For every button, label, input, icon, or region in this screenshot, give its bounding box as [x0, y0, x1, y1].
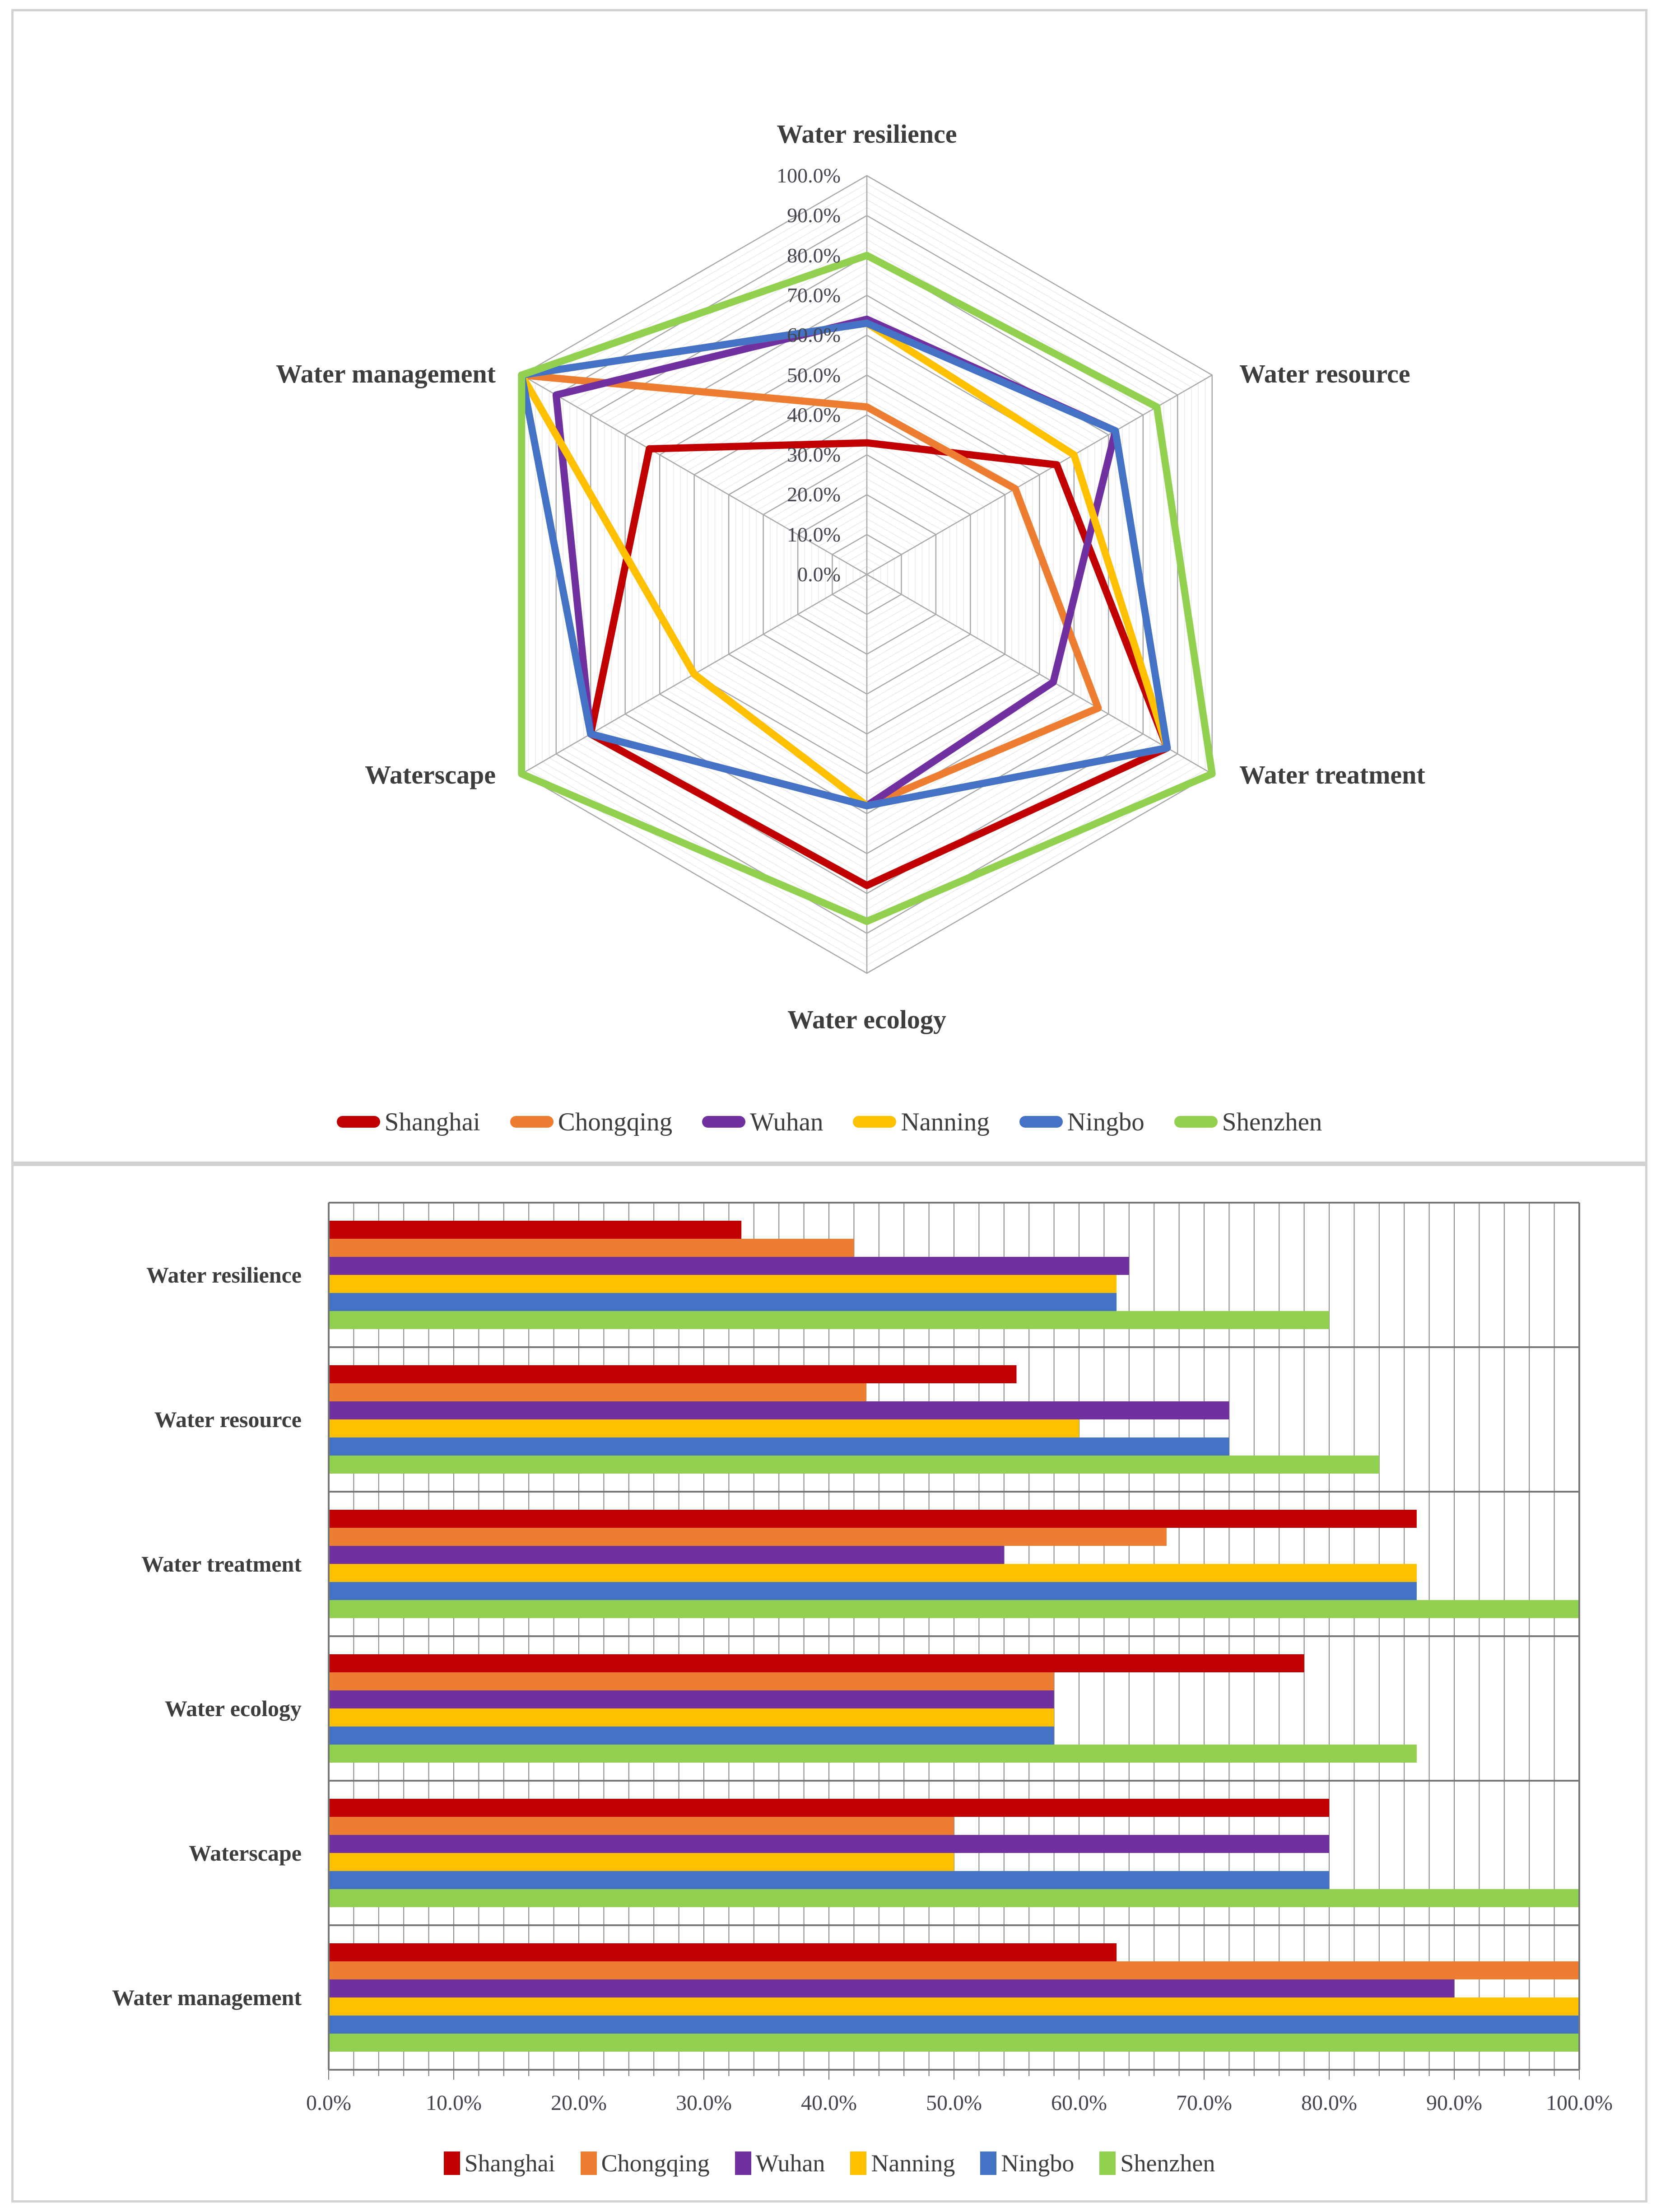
legend-line-swatch — [1019, 1116, 1063, 1128]
bar-shenzhen-water-ecology — [329, 1745, 1417, 1763]
radar-axis-tick-label: 70.0% — [787, 283, 841, 307]
radar-legend-item-chongqing — [510, 1107, 672, 1137]
legend-line-swatch — [853, 1116, 896, 1128]
x-axis-tick-label: 90.0% — [1426, 2091, 1482, 2115]
bar-nanning-water-management — [329, 1997, 1579, 2016]
radar-axis-tick-label: 90.0% — [787, 204, 841, 227]
radar-axis-tick-label: 0.0% — [797, 563, 841, 586]
bar-chongqing-water-resilience — [329, 1239, 854, 1257]
bar-chart — [329, 1203, 1579, 2080]
radar-axis-label-water-ecology: Water ecology — [787, 1005, 946, 1034]
bar-legend-item-ningbo — [980, 2149, 1074, 2177]
bar-shanghai-water-resource — [329, 1365, 1017, 1383]
bar-wuhan-water-management — [329, 1979, 1454, 1997]
legend-label: Chongqing — [558, 1107, 673, 1136]
x-axis-tick-label: 80.0% — [1301, 2091, 1357, 2115]
bar-chongqing-waterscape — [329, 1817, 954, 1835]
x-axis-tick-label: 0.0% — [306, 2091, 351, 2115]
bar-ningbo-waterscape — [329, 1871, 1329, 1889]
bar-category-label-water-treatment: Water treatment — [141, 1551, 302, 1577]
bar-wuhan-water-treatment — [329, 1546, 1004, 1564]
bar-wuhan-waterscape — [329, 1835, 1329, 1853]
legend-label: Ningbo — [1067, 1107, 1145, 1136]
x-axis-tick-label: 10.0% — [426, 2091, 482, 2115]
bar-shenzhen-water-treatment — [329, 1600, 1579, 1618]
bar-nanning-waterscape — [329, 1853, 954, 1871]
radar-legend-item-wuhan — [702, 1107, 823, 1137]
bar-nanning-water-ecology — [329, 1708, 1054, 1727]
radar-axis-label-waterscape: Waterscape — [365, 760, 496, 789]
radar-axis-label-water-resource: Water resource — [1239, 359, 1410, 388]
bar-legend-item-wuhan — [735, 2149, 825, 2177]
legend-square-swatch — [581, 2151, 597, 2175]
bar-shanghai-water-treatment — [329, 1510, 1417, 1528]
legend-label: Nanning — [901, 1107, 990, 1136]
bar-shenzhen-waterscape — [329, 1889, 1579, 1907]
bar-ningbo-water-treatment — [329, 1582, 1417, 1600]
radar-axis-tick-label: 40.0% — [787, 403, 841, 426]
bar-category-label-water-resource: Water resource — [154, 1407, 302, 1432]
bar-legend-item-nanning — [850, 2149, 955, 2177]
bar-shanghai-water-ecology — [329, 1654, 1304, 1672]
radar-legend-item-shanghai — [337, 1107, 480, 1137]
bar-shenzhen-water-resilience — [329, 1311, 1329, 1329]
bar-chongqing-water-management — [329, 1961, 1579, 1979]
radar-axis-tick-label: 10.0% — [787, 523, 841, 546]
radar-legend — [11, 1100, 1647, 1143]
x-axis-tick-label: 30.0% — [676, 2091, 732, 2115]
legend-line-swatch — [702, 1116, 745, 1128]
legend-square-swatch — [850, 2151, 866, 2175]
x-axis-tick-label: 70.0% — [1176, 2091, 1232, 2115]
x-axis-tick-label: 60.0% — [1051, 2091, 1107, 2115]
bar-chongqing-water-ecology — [329, 1672, 1054, 1690]
bar-nanning-water-treatment — [329, 1564, 1417, 1582]
bar-ningbo-water-ecology — [329, 1727, 1054, 1745]
bar-nanning-water-resilience — [329, 1275, 1117, 1293]
bar-legend-item-shenzhen — [1099, 2149, 1215, 2177]
bar-nanning-water-resource — [329, 1419, 1079, 1437]
radar-axis-tick-label: 80.0% — [787, 243, 841, 267]
radar-axis-label-water-management: Water management — [276, 359, 496, 388]
legend-square-swatch — [1099, 2151, 1116, 2175]
legend-label: Chongqing — [601, 2150, 710, 2177]
legend-label: Shanghai — [464, 2150, 555, 2177]
legend-label: Shenzhen — [1222, 1107, 1322, 1136]
bar-legend-item-chongqing — [581, 2149, 710, 2177]
bar-wuhan-water-resilience — [329, 1257, 1129, 1275]
x-axis-tick-label: 20.0% — [551, 2091, 607, 2115]
radar-legend-item-nanning — [853, 1107, 989, 1137]
radar-axis-tick-label: 100.0% — [777, 164, 841, 187]
radar-axis-tick-label: 20.0% — [787, 483, 841, 506]
bar-chongqing-water-treatment — [329, 1528, 1167, 1546]
bar-shanghai-waterscape — [329, 1799, 1329, 1817]
radar-axis-label-water-treatment: Water treatment — [1239, 760, 1425, 789]
x-axis-tick-label: 100.0% — [1546, 2091, 1613, 2115]
legend-label: Nanning — [871, 2150, 955, 2177]
bar-wuhan-water-ecology — [329, 1690, 1054, 1708]
radar-axis-tick-label: 30.0% — [787, 443, 841, 467]
bar-legend-item-shanghai — [444, 2149, 555, 2177]
bar-shenzhen-water-management — [329, 2034, 1579, 2052]
bar-category-label-waterscape: Waterscape — [189, 1840, 302, 1866]
legend-label: Ningbo — [1001, 2150, 1075, 2177]
bar-ningbo-water-resilience — [329, 1293, 1117, 1311]
x-axis-tick-label: 50.0% — [926, 2091, 982, 2115]
legend-square-swatch — [980, 2151, 996, 2175]
bar-category-label-water-resilience: Water resilience — [146, 1262, 302, 1288]
bar-category-label-water-management: Water management — [112, 1985, 302, 2010]
legend-label: Shanghai — [384, 1107, 480, 1136]
bar-ningbo-water-management — [329, 2016, 1579, 2034]
radar-axis-label-water-resilience: Water resilience — [777, 119, 957, 149]
legend-square-swatch — [735, 2151, 751, 2175]
legend-line-swatch — [337, 1116, 380, 1128]
radar-axis-tick-label: 50.0% — [787, 363, 841, 387]
legend-label: Wuhan — [750, 1107, 824, 1136]
legend-line-swatch — [510, 1116, 554, 1128]
radar-legend-item-ningbo — [1019, 1107, 1145, 1137]
bar-category-label-water-ecology: Water ecology — [164, 1696, 302, 1721]
legend-label: Shenzhen — [1120, 2150, 1215, 2177]
bar-shenzhen-water-resource — [329, 1456, 1379, 1474]
radar-axis-tick-label: 60.0% — [787, 323, 841, 347]
x-axis-tick-label: 40.0% — [801, 2091, 857, 2115]
bar-wuhan-water-resource — [329, 1401, 1229, 1419]
bar-ningbo-water-resource — [329, 1437, 1229, 1456]
bar-shanghai-water-resilience — [329, 1221, 741, 1239]
bar-legend — [11, 2142, 1647, 2184]
legend-label: Wuhan — [755, 2150, 825, 2177]
radar-legend-item-shenzhen — [1174, 1107, 1322, 1137]
legend-square-swatch — [444, 2151, 460, 2175]
legend-line-swatch — [1174, 1116, 1218, 1128]
bar-shanghai-water-management — [329, 1943, 1117, 1961]
bar-chongqing-water-resource — [329, 1383, 866, 1401]
radar-chart — [521, 176, 1212, 973]
